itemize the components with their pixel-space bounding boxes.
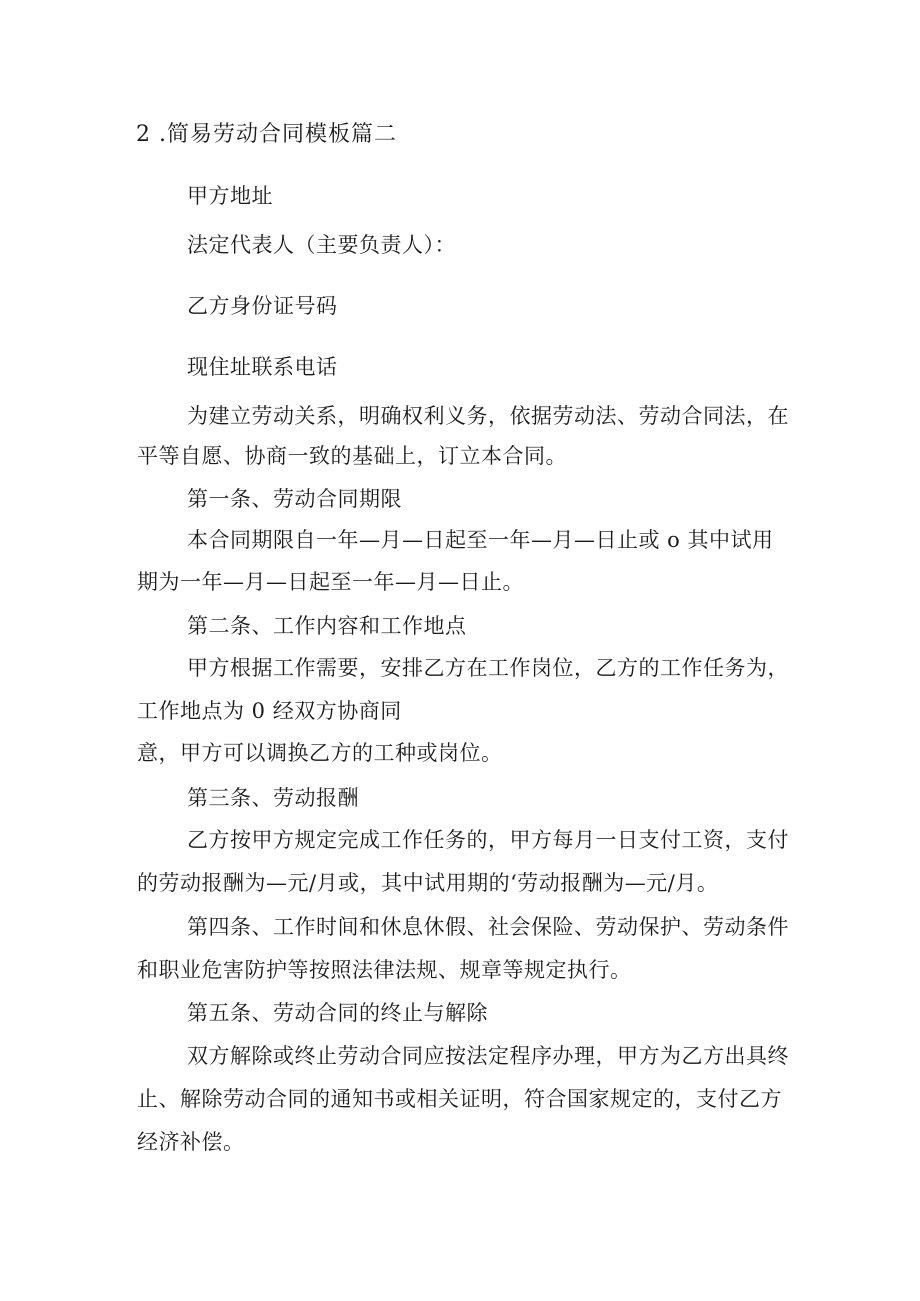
article-5-line-2: 止、解除劳动合同的通知书或相关证明，符合国家规定的，支付乙方 bbox=[137, 1087, 782, 1111]
preamble-line-2: 平等自愿、协商一致的基础上，订立本合同。 bbox=[137, 444, 567, 468]
article-2-title: 第二条、工作内容和工作地点 bbox=[187, 614, 467, 638]
field-legal-representative: 法定代表人（主要负责人）： bbox=[187, 233, 456, 257]
article-3-line-1: 乙方按甲方规定完成工作任务的，甲方每月一日支付工资，支付 bbox=[187, 828, 789, 852]
field-current-address-phone: 现住址联系电话 bbox=[187, 355, 338, 379]
field-party-a-address: 甲方地址 bbox=[187, 184, 273, 208]
field-party-b-id: 乙方身份证号码 bbox=[187, 294, 338, 318]
article-1-title: 第一条、劳动合同期限 bbox=[187, 487, 402, 511]
article-2-line-3: 意，甲方可以调换乙方的工种或岗位。 bbox=[137, 741, 503, 765]
article-4-line-2: 和职业危害防护等按照法律法规、规章等规定执行。 bbox=[137, 958, 632, 982]
article-1-line-1: 本合同期限自一年—月—日起至一年—月—日止或 o 其中试用 bbox=[187, 528, 774, 552]
article-3-line-2: 的劳动报酬为—元/月或，其中试用期的‘劳动报酬为—元/月。 bbox=[137, 871, 719, 895]
article-4-line-1: 第四条、工作时间和休息休假、社会保险、劳动保护、劳动条件 bbox=[187, 915, 789, 939]
article-2-line-1: 甲方根据工作需要，安排乙方在工作岗位，乙方的工作任务为， bbox=[187, 656, 789, 680]
article-2-line-2: 工作地点为 0 经双方协商同 bbox=[137, 699, 402, 723]
article-1-line-2: 期为一年—月—日起至一年—月—日止。 bbox=[137, 570, 524, 594]
article-5-line-3: 经济补偿。 bbox=[137, 1130, 245, 1154]
article-3-title: 第三条、劳动报酬 bbox=[187, 786, 359, 810]
preamble-line-1: 为建立劳动关系，明确权利义务，依据劳动法、劳动合同法，在 bbox=[187, 404, 789, 428]
article-5-title: 第五条、劳动合同的终止与解除 bbox=[187, 1001, 488, 1025]
article-5-line-1: 双方解除或终止劳动合同应按法定程序办理，甲方为乙方出具终 bbox=[187, 1044, 789, 1068]
document-heading: 2 .简易劳动合同模板篇二 bbox=[136, 122, 397, 147]
